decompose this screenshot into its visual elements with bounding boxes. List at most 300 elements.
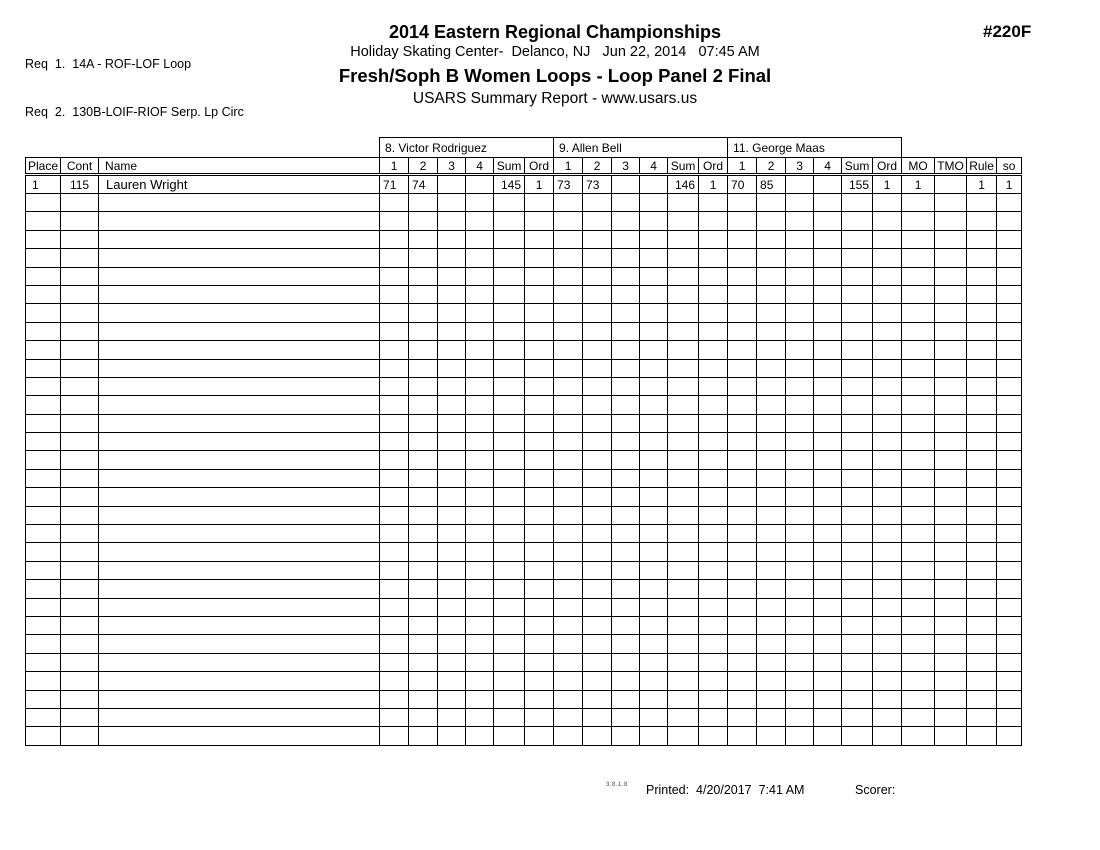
empty-cell — [380, 543, 409, 561]
col-header-j1-sum: Sum — [494, 158, 525, 175]
empty-cell — [699, 396, 728, 414]
empty-cell — [668, 451, 699, 469]
empty-cell — [935, 285, 967, 303]
empty-cell — [99, 359, 380, 377]
col-header-j3-4: 4 — [814, 158, 842, 175]
empty-cell — [786, 672, 814, 690]
empty-cell — [409, 616, 438, 634]
empty-cell — [61, 341, 99, 359]
col-header-j2-2: 2 — [583, 158, 612, 175]
empty-cell — [409, 414, 438, 432]
empty-cell — [814, 322, 842, 340]
empty-cell — [612, 377, 640, 395]
empty-cell — [380, 285, 409, 303]
empty-cell — [554, 561, 583, 579]
cell-j1-ord: 1 — [525, 175, 554, 194]
empty-cell — [640, 249, 668, 267]
empty-cell — [967, 194, 997, 212]
empty-cell — [26, 304, 61, 322]
empty-cell — [668, 635, 699, 653]
col-header-j3-ord: Ord — [873, 158, 902, 175]
empty-cell — [757, 580, 786, 598]
empty-cell — [699, 469, 728, 487]
col-header-cont: Cont — [61, 158, 99, 175]
empty-cell — [494, 359, 525, 377]
empty-cell — [438, 690, 466, 708]
empty-cell — [612, 414, 640, 432]
cell-j1-score-2: 74 — [409, 175, 438, 194]
empty-cell — [935, 469, 967, 487]
empty-cell — [612, 230, 640, 248]
empty-cell — [842, 506, 873, 524]
empty-cell — [494, 653, 525, 671]
empty-cell — [967, 653, 997, 671]
empty-cell — [873, 616, 902, 634]
empty-cell — [873, 635, 902, 653]
empty-cell — [466, 451, 494, 469]
empty-cell — [409, 708, 438, 726]
empty-cell — [728, 359, 757, 377]
empty-cell — [612, 672, 640, 690]
empty-cell — [842, 708, 873, 726]
empty-cell — [873, 433, 902, 451]
empty-cell — [842, 377, 873, 395]
empty-cell — [525, 635, 554, 653]
empty-cell — [873, 506, 902, 524]
empty-cell — [380, 414, 409, 432]
empty-cell — [967, 230, 997, 248]
empty-cell — [61, 396, 99, 414]
empty-cell — [902, 727, 935, 745]
empty-row — [26, 212, 1022, 230]
empty-cell — [935, 543, 967, 561]
empty-cell — [438, 580, 466, 598]
empty-cell — [380, 708, 409, 726]
empty-cell — [967, 304, 997, 322]
empty-cell — [699, 414, 728, 432]
empty-cell — [409, 194, 438, 212]
empty-cell — [699, 377, 728, 395]
empty-cell — [842, 359, 873, 377]
empty-cell — [494, 230, 525, 248]
empty-cell — [438, 304, 466, 322]
cell-j2-score-2: 73 — [583, 175, 612, 194]
empty-cell — [99, 267, 380, 285]
col-header-j3-2: 2 — [757, 158, 786, 175]
empty-cell — [814, 580, 842, 598]
empty-cell — [786, 543, 814, 561]
empty-cell — [466, 267, 494, 285]
empty-cell — [26, 543, 61, 561]
empty-cell — [757, 727, 786, 745]
empty-cell — [61, 285, 99, 303]
empty-cell — [438, 525, 466, 543]
empty-cell — [554, 230, 583, 248]
empty-cell — [814, 598, 842, 616]
empty-cell — [583, 267, 612, 285]
empty-cell — [554, 341, 583, 359]
empty-cell — [873, 267, 902, 285]
empty-cell — [699, 433, 728, 451]
empty-row — [26, 341, 1022, 359]
empty-cell — [612, 322, 640, 340]
empty-cell — [583, 635, 612, 653]
empty-cell — [61, 506, 99, 524]
empty-cell — [786, 414, 814, 432]
empty-cell — [668, 690, 699, 708]
empty-cell — [873, 561, 902, 579]
col-header-j1-3: 3 — [438, 158, 466, 175]
empty-cell — [99, 598, 380, 616]
empty-cell — [786, 322, 814, 340]
empty-cell — [612, 543, 640, 561]
empty-cell — [380, 212, 409, 230]
empty-cell — [640, 635, 668, 653]
empty-cell — [757, 304, 786, 322]
empty-cell — [438, 598, 466, 616]
empty-cell — [668, 267, 699, 285]
empty-cell — [438, 341, 466, 359]
empty-cell — [466, 653, 494, 671]
empty-cell — [409, 230, 438, 248]
empty-cell — [814, 635, 842, 653]
empty-cell — [699, 690, 728, 708]
empty-cell — [814, 708, 842, 726]
empty-cell — [842, 653, 873, 671]
empty-cell — [466, 230, 494, 248]
empty-cell — [814, 341, 842, 359]
empty-cell — [583, 304, 612, 322]
empty-cell — [494, 267, 525, 285]
empty-cell — [612, 598, 640, 616]
empty-cell — [61, 230, 99, 248]
empty-cell — [814, 561, 842, 579]
empty-cell — [612, 285, 640, 303]
empty-cell — [525, 249, 554, 267]
empty-cell — [99, 304, 380, 322]
empty-cell — [902, 377, 935, 395]
cell-so: 1 — [997, 175, 1022, 194]
empty-cell — [466, 396, 494, 414]
empty-cell — [640, 690, 668, 708]
empty-cell — [935, 359, 967, 377]
empty-cell — [902, 267, 935, 285]
empty-cell — [997, 690, 1022, 708]
empty-cell — [409, 377, 438, 395]
empty-cell — [26, 488, 61, 506]
empty-cell — [380, 341, 409, 359]
cell-name: Lauren Wright — [99, 175, 380, 194]
empty-cell — [842, 433, 873, 451]
empty-cell — [997, 285, 1022, 303]
empty-cell — [728, 267, 757, 285]
empty-cell — [967, 672, 997, 690]
empty-cell — [380, 690, 409, 708]
empty-cell — [728, 616, 757, 634]
empty-cell — [99, 249, 380, 267]
empty-cell — [61, 690, 99, 708]
req-line-1: Req 1. 14A - ROF-LOF Loop — [25, 57, 192, 71]
empty-cell — [935, 672, 967, 690]
empty-cell — [640, 580, 668, 598]
empty-cell — [26, 469, 61, 487]
empty-cell — [786, 580, 814, 598]
empty-cell — [640, 488, 668, 506]
skater-row — [26, 175, 1022, 194]
empty-cell — [438, 727, 466, 745]
empty-cell — [99, 230, 380, 248]
empty-cell — [902, 249, 935, 267]
empty-cell — [728, 341, 757, 359]
empty-cell — [728, 635, 757, 653]
empty-cell — [438, 396, 466, 414]
empty-cell — [583, 488, 612, 506]
empty-cell — [583, 433, 612, 451]
col-header-j3-3: 3 — [786, 158, 814, 175]
empty-cell — [873, 304, 902, 322]
empty-cell — [525, 433, 554, 451]
empty-cell — [525, 690, 554, 708]
empty-cell — [757, 469, 786, 487]
empty-cell — [873, 322, 902, 340]
empty-cell — [640, 341, 668, 359]
empty-cell — [61, 249, 99, 267]
empty-cell — [612, 580, 640, 598]
empty-cell — [997, 469, 1022, 487]
cell-mo: 1 — [902, 175, 935, 194]
empty-cell — [438, 249, 466, 267]
col-header-j3-1: 1 — [728, 158, 757, 175]
empty-cell — [728, 414, 757, 432]
empty-cell — [61, 543, 99, 561]
empty-cell — [967, 488, 997, 506]
empty-cell — [438, 267, 466, 285]
empty-cell — [873, 708, 902, 726]
empty-cell — [786, 341, 814, 359]
empty-cell — [757, 598, 786, 616]
col-header-name: Name — [99, 158, 380, 175]
empty-cell — [494, 433, 525, 451]
empty-cell — [842, 635, 873, 653]
empty-cell — [997, 543, 1022, 561]
empty-cell — [728, 194, 757, 212]
empty-cell — [786, 212, 814, 230]
empty-cell — [525, 525, 554, 543]
empty-cell — [842, 543, 873, 561]
empty-cell — [757, 561, 786, 579]
empty-cell — [814, 285, 842, 303]
empty-cell — [612, 451, 640, 469]
empty-cell — [967, 580, 997, 598]
empty-cell — [902, 469, 935, 487]
empty-cell — [967, 249, 997, 267]
empty-cell — [786, 708, 814, 726]
empty-cell — [494, 341, 525, 359]
empty-cell — [26, 359, 61, 377]
cell-j2-score-3 — [612, 175, 640, 194]
empty-cell — [814, 727, 842, 745]
empty-cell — [554, 451, 583, 469]
empty-cell — [935, 488, 967, 506]
empty-cell — [494, 525, 525, 543]
empty-cell — [61, 377, 99, 395]
empty-cell — [699, 322, 728, 340]
empty-cell — [935, 230, 967, 248]
empty-cell — [554, 433, 583, 451]
empty-cell — [466, 322, 494, 340]
empty-cell — [380, 672, 409, 690]
empty-cell — [728, 285, 757, 303]
empty-cell — [668, 616, 699, 634]
empty-cell — [494, 488, 525, 506]
empty-cell — [967, 727, 997, 745]
empty-cell — [583, 690, 612, 708]
empty-cell — [26, 653, 61, 671]
empty-cell — [26, 561, 61, 579]
empty-cell — [699, 653, 728, 671]
empty-cell — [380, 561, 409, 579]
empty-cell — [640, 451, 668, 469]
empty-cell — [757, 230, 786, 248]
software-version: 3.8.1.8 — [606, 782, 628, 788]
empty-cell — [728, 506, 757, 524]
judge-row-spacer-right — [902, 138, 1022, 158]
empty-row — [26, 194, 1022, 212]
empty-cell — [26, 212, 61, 230]
empty-cell — [757, 285, 786, 303]
empty-cell — [640, 598, 668, 616]
col-header-so: so — [997, 158, 1022, 175]
empty-cell — [61, 616, 99, 634]
empty-cell — [786, 267, 814, 285]
empty-cell — [466, 488, 494, 506]
empty-cell — [967, 322, 997, 340]
cell-rule: 1 — [967, 175, 997, 194]
empty-cell — [525, 708, 554, 726]
empty-cell — [380, 322, 409, 340]
empty-cell — [554, 377, 583, 395]
empty-row — [26, 727, 1022, 745]
empty-row — [26, 506, 1022, 524]
empty-cell — [525, 672, 554, 690]
empty-cell — [902, 304, 935, 322]
cell-j3-ord: 1 — [873, 175, 902, 194]
empty-cell — [640, 285, 668, 303]
empty-cell — [494, 727, 525, 745]
empty-cell — [997, 635, 1022, 653]
empty-cell — [99, 414, 380, 432]
empty-cell — [61, 451, 99, 469]
empty-cell — [967, 212, 997, 230]
empty-cell — [640, 672, 668, 690]
empty-cell — [935, 377, 967, 395]
empty-cell — [494, 212, 525, 230]
empty-cell — [699, 543, 728, 561]
empty-cell — [757, 672, 786, 690]
empty-cell — [583, 396, 612, 414]
empty-cell — [409, 359, 438, 377]
empty-row — [26, 377, 1022, 395]
empty-cell — [61, 322, 99, 340]
empty-cell — [612, 249, 640, 267]
empty-cell — [525, 543, 554, 561]
empty-cell — [902, 285, 935, 303]
empty-row — [26, 616, 1022, 634]
col-header-mo: MO — [902, 158, 935, 175]
empty-cell — [728, 469, 757, 487]
empty-cell — [409, 396, 438, 414]
empty-cell — [612, 690, 640, 708]
empty-cell — [612, 194, 640, 212]
empty-cell — [466, 285, 494, 303]
empty-cell — [438, 543, 466, 561]
empty-cell — [61, 488, 99, 506]
empty-row — [26, 451, 1022, 469]
empty-cell — [583, 469, 612, 487]
empty-cell — [997, 267, 1022, 285]
empty-cell — [668, 341, 699, 359]
empty-cell — [466, 672, 494, 690]
empty-cell — [525, 359, 554, 377]
empty-cell — [967, 506, 997, 524]
empty-cell — [494, 598, 525, 616]
empty-cell — [61, 212, 99, 230]
empty-cell — [873, 690, 902, 708]
cell-j1-score-3 — [438, 175, 466, 194]
empty-cell — [466, 304, 494, 322]
empty-cell — [757, 377, 786, 395]
empty-cell — [873, 377, 902, 395]
empty-cell — [380, 616, 409, 634]
empty-row — [26, 267, 1022, 285]
empty-cell — [554, 616, 583, 634]
empty-cell — [466, 506, 494, 524]
empty-cell — [728, 653, 757, 671]
empty-cell — [26, 580, 61, 598]
empty-cell — [699, 304, 728, 322]
empty-cell — [612, 708, 640, 726]
empty-cell — [525, 322, 554, 340]
empty-cell — [935, 433, 967, 451]
empty-cell — [438, 672, 466, 690]
empty-cell — [967, 396, 997, 414]
empty-cell — [554, 727, 583, 745]
empty-cell — [935, 616, 967, 634]
empty-cell — [814, 212, 842, 230]
empty-cell — [757, 322, 786, 340]
empty-cell — [61, 414, 99, 432]
empty-cell — [409, 433, 438, 451]
empty-cell — [380, 469, 409, 487]
empty-cell — [466, 469, 494, 487]
empty-cell — [61, 433, 99, 451]
empty-cell — [902, 561, 935, 579]
empty-cell — [967, 341, 997, 359]
empty-cell — [902, 433, 935, 451]
empty-cell — [699, 580, 728, 598]
empty-cell — [757, 543, 786, 561]
cell-j2-sum: 146 — [668, 175, 699, 194]
empty-cell — [466, 249, 494, 267]
empty-cell — [554, 672, 583, 690]
judge-header-2: 9. Allen Bell — [554, 138, 728, 158]
empty-cell — [935, 341, 967, 359]
empty-cell — [786, 616, 814, 634]
empty-cell — [409, 451, 438, 469]
empty-cell — [842, 396, 873, 414]
empty-cell — [438, 616, 466, 634]
empty-cell — [99, 616, 380, 634]
